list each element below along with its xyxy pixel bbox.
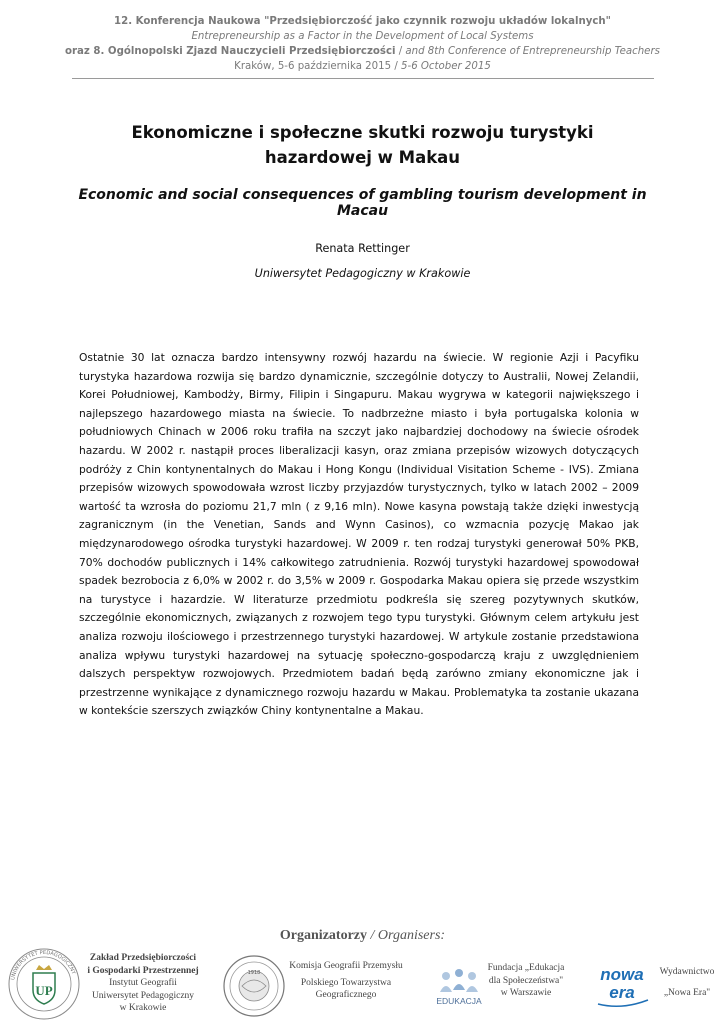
- author-name: Renata Rettinger: [315, 242, 410, 255]
- up-organiser: [80, 952, 206, 1015]
- conference-date-pl: Kraków, 5-6 października 2015: [234, 61, 392, 72]
- ptg-logo: [222, 954, 286, 1018]
- nowa-era-logo-line1: nowa: [600, 965, 644, 984]
- up-organiser-line: Uniwersytet Pedagogiczny: [91, 990, 195, 1001]
- edukacja-organiser-line: dla Społeczeństwa": [488, 975, 564, 986]
- up-organiser-line: Instytut Geografii: [109, 978, 177, 988]
- up-seal-text: UNIWERSYTET PEDAGOGICZNY: [10, 949, 77, 981]
- organisers-heading-en: Organisers:: [377, 928, 446, 943]
- separator: /: [367, 928, 378, 943]
- edukacja-organiser-line: w Warszawie: [500, 988, 552, 998]
- ptg-organiser-line: Polskiego Towarzystwa: [300, 977, 392, 988]
- conference-date-en: 5-6 October 2015: [401, 61, 491, 72]
- author-affiliation: Uniwersytet Pedagogiczny w Krakowie: [254, 267, 471, 280]
- conference-title-en: Entrepreneurship as a Factor in the Development of Local Systems: [191, 31, 534, 42]
- organisers-heading-pl: Organizatorzy: [279, 928, 368, 943]
- conference-subline-en: and 8th Conference of Entrepreneurship Teachers: [405, 46, 660, 57]
- up-organiser-line: Zakład Przedsiębiorczości: [89, 953, 197, 963]
- up-logo-text: UP: [35, 983, 53, 998]
- paper-title: Ekonomiczne i społeczne skutki rozwoju turystyki hazardowej w Makau: [131, 123, 594, 167]
- paper-title-en: Economic and social consequences of gambling tourism development in Macau: [78, 187, 647, 219]
- ptg-seal-icon: [222, 954, 286, 1018]
- ptg-seal-year: 1918: [247, 970, 261, 976]
- organisers-heading: [0, 928, 725, 944]
- conference-subline: [0, 44, 725, 59]
- nowa-era-organiser-line: „Nowa Era": [663, 987, 711, 998]
- nowa-era-logo: [592, 960, 654, 1010]
- ptg-organiser: [282, 960, 410, 1002]
- edukacja-organiser: [478, 962, 574, 1000]
- nowa-era-logo-line2: era: [609, 983, 635, 1002]
- edukacja-logo-text: EDUKACJA: [436, 996, 482, 1006]
- separator: /: [391, 61, 402, 72]
- header-divider: [72, 78, 654, 79]
- conference-title: 12. Konferencja Naukowa "Przedsiębiorczość jako czynnik rozwoju układów lokalnych": [114, 16, 611, 27]
- nowa-era-organiser-line: Wydawnictwo: [659, 967, 715, 977]
- separator: /: [395, 46, 406, 57]
- up-logo: [4, 944, 84, 1022]
- ptg-organiser-line: Geograficznego: [315, 990, 377, 1000]
- up-organiser-line: i Gospodarki Przestrzennej: [87, 965, 199, 976]
- conference-header: [0, 14, 725, 74]
- conference-date: [0, 59, 725, 74]
- edukacja-organiser-line: Fundacja „Edukacja: [487, 963, 565, 973]
- nowa-era-logo-icon: [592, 960, 654, 1010]
- abstract-text: Ostatnie 30 lat oznacza bardzo intensywny rozwój hazardu na świecie. W regionie Azji i Pacyfiku turystyka hazardowa rozwija się bardzo dynamicznie, szczególnie dotyczy to Australii, Nowej Zelandii, Korei Południowej, Kambodży, Birmy, Filipin i Singapuru. Makau wygrywa w kategorii największego i najlepszego hazardowego miasta na świecie. To nadbrzeżne miasto i była portugalska kolonia w południowych Chinach w 2006 roku trafiła na szczyt jako najbardziej dochodowy na świecie ośrodek hazardu. W 2002 r. nastąpił proces liberalizacji kasyn, oraz zmiana przepisów wizowych dotyczących podróży z Chin kontynentalnych do Makau i Hong Kongu (Individual Visitation Scheme - IVS). Zmiana przepisów wizowych spowodowała wzrost liczby przyjazdów turystycznych, tylko w latach 2002 – 2009 wartość ta wzrosła do poziomu 21,7 mln ( z 9,16 mln). Nowe kasyna powstają także dzięki inwestycją zagranicznym (in the Venetian, Sands and Wynn Casinos), co wzmacnia pozycję Makao jak międzynarodowego ośrodka turystyki hazardowej. W 2009 r. ten rodzaj turystyki generował 50% PKB, 70% dochodów publicznych i 14% całkowitego zatrudnienia. Rozwój turystyki hazardowej spowodował spadek bezrobocia z 6,0% w 2002 r. do 3,5% w 2009 r. Gospodarka Makau opiera się przede wszystkim na turystyce i hazardzie. W literaturze przedmiotu podkreśla się szereg pozytywnych skutków, szczególnie ekonomicznych, związanych z rozwojem tego typu turystyki. Głównym celem artykułu jest analiza rozwoju ilościowego i przestrzennego turystyki hazardowej. W artykule zostanie przedstawiona analiza wpływu turystyki hazardowej na sytuację społeczno-gospodarczą kraju z uwzględnieniem dalszych perspektyw rozwojowych. Przedmiotem badań będą zarówno zmiany ekonomiczne jak i przestrzenne wynikające z dynamicznego rozwoju hazardu w Makau. Problematyka ta zostanie ukazana w kontekście szerszych związków Chiny kontynentalne a Makau.: [79, 351, 639, 718]
- nowa-era-organiser: [652, 966, 722, 999]
- ptg-organiser-line: Komisja Geografii Przemysłu: [289, 961, 403, 971]
- up-seal-icon: [4, 944, 84, 1022]
- up-organiser-line: w Krakowie: [119, 1003, 167, 1013]
- conference-subline-pl: oraz 8. Ogólnopolski Zjazd Nauczycieli Przedsiębiorczości: [65, 46, 396, 57]
